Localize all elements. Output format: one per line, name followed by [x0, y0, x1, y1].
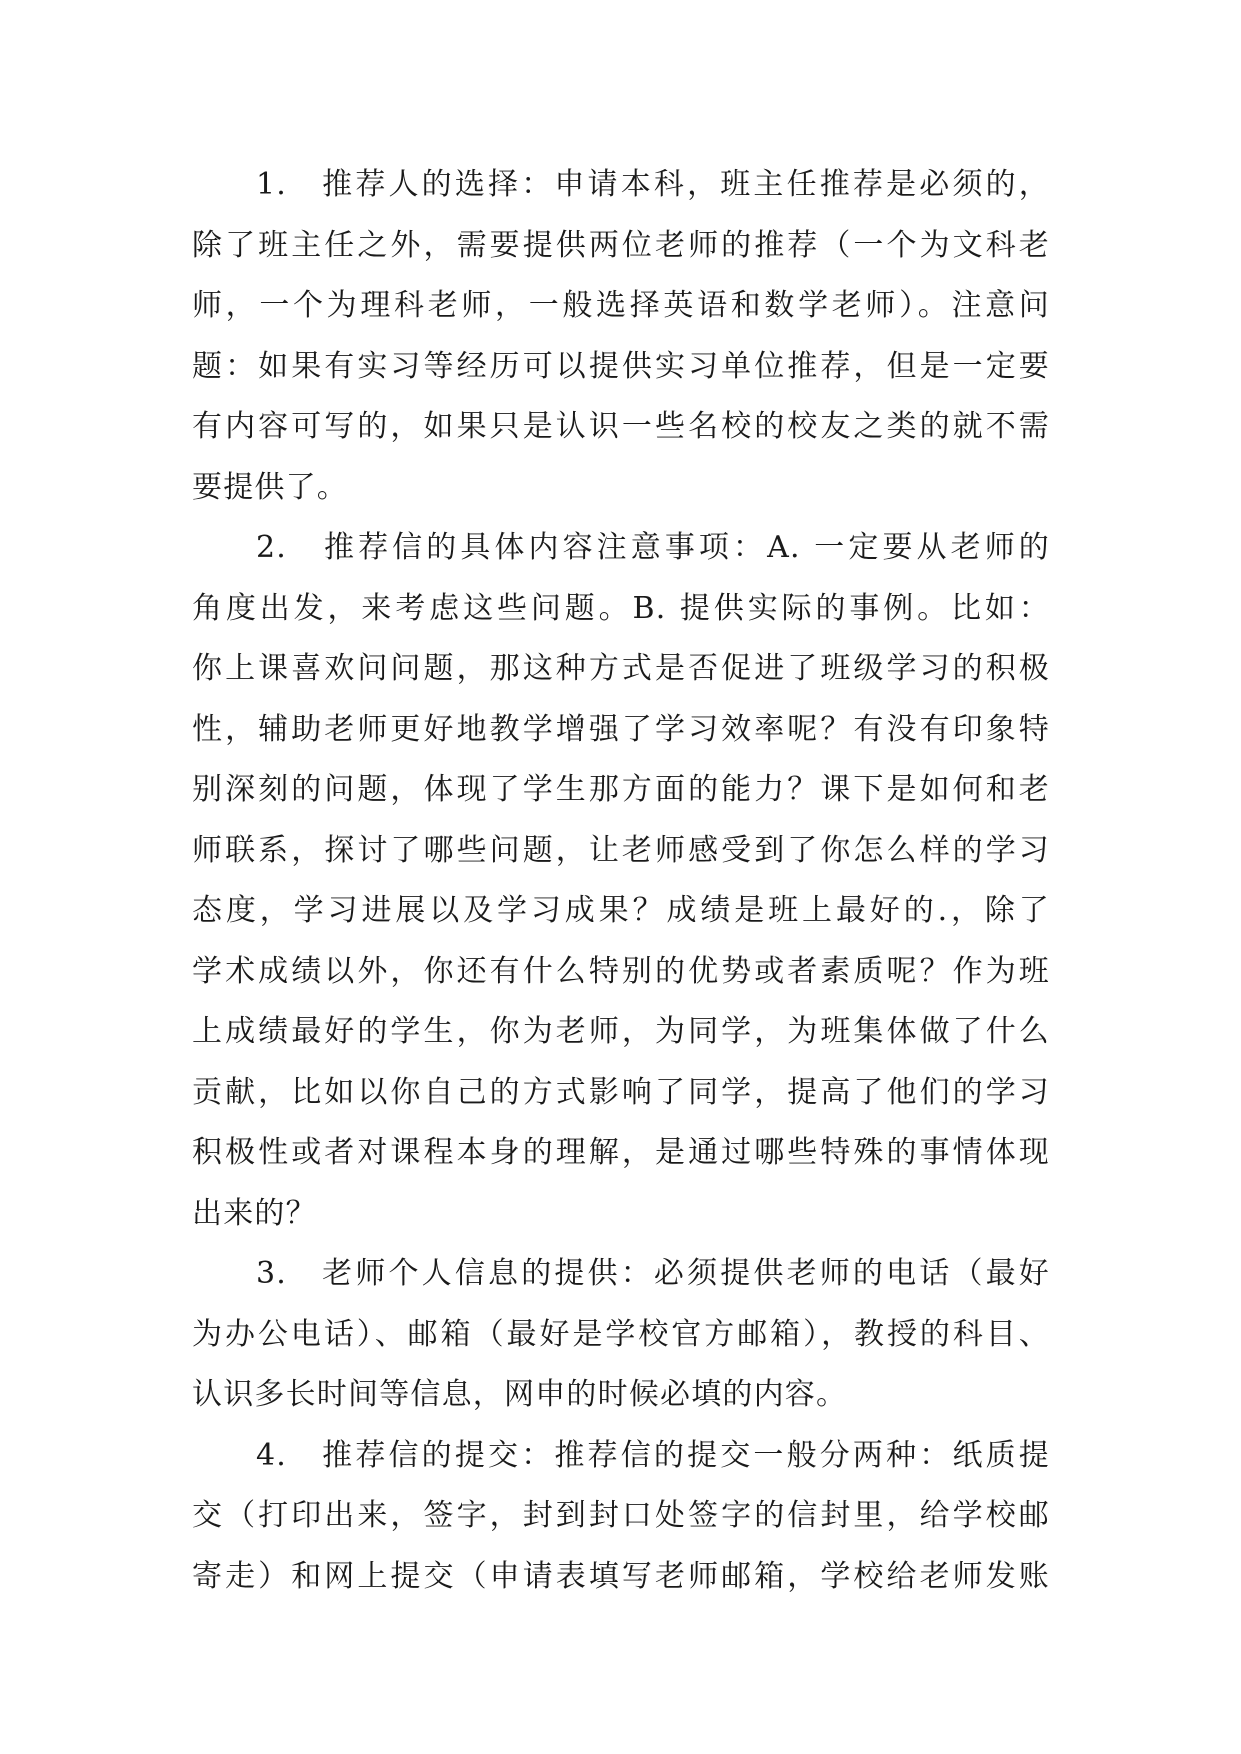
text-line: 要提供了。	[192, 469, 348, 505]
text-line: 有内容可写的，如果只是认识一些名校的校友之类的就不需	[192, 409, 1050, 444]
text-line: 角度出发，来考虑这些问题。B. 提供实际的事例。比如：	[192, 590, 1050, 626]
text-line: 2. 推荐信的具体内容注意事项：A. 一定要从老师的	[256, 530, 1050, 565]
text-line: 师，一个为理科老师，一般选择英语和数学老师）。注意问	[192, 288, 1050, 323]
document-body	[192, 155, 1050, 1607]
text-line: 4. 推荐信的提交：推荐信的提交一般分两种：纸质提	[256, 1437, 1050, 1473]
text-line: 你上课喜欢问问题，那这种方式是否促进了班级学习的积极	[192, 651, 1050, 686]
paragraph-recommender-selection	[192, 155, 1050, 518]
text-line: 为办公电话）、邮箱（最好是学校官方邮箱），教授的科目、	[192, 1316, 1050, 1352]
text-line: 积极性或者对课程本身的理解，是通过哪些特殊的事情体现	[192, 1135, 1050, 1170]
text-line: 3. 老师个人信息的提供：必须提供老师的电话（最好	[256, 1256, 1050, 1291]
text-line: 态度，学习进展以及学习成果？成绩是班上最好的.，除了	[192, 893, 1050, 928]
paragraph-teacher-info	[192, 1244, 1050, 1426]
text-line: 贡献，比如以你自己的方式影响了同学，提高了他们的学习	[192, 1074, 1050, 1110]
text-line: 别深刻的问题，体现了学生那方面的能力？课下是如何和老	[192, 772, 1050, 807]
paragraph-letter-content	[192, 518, 1050, 1244]
text-line: 学术成绩以外，你还有什么特别的优势或者素质呢？作为班	[192, 953, 1050, 989]
text-line: 上成绩最好的学生，你为老师，为同学，为班集体做了什么	[192, 1014, 1050, 1049]
text-line: 师联系，探讨了哪些问题，让老师感受到了你怎么样的学习	[192, 832, 1050, 868]
text-line: 题：如果有实习等经历可以提供实习单位推荐，但是一定要	[192, 348, 1050, 384]
text-line: 出来的？	[192, 1195, 317, 1231]
text-line: 交（打印出来，签字，封到封口处签字的信封里，给学校邮	[192, 1498, 1050, 1533]
text-line: 1. 推荐人的选择：申请本科，班主任推荐是必须的，	[256, 167, 1050, 202]
text-line: 性，辅助老师更好地教学增强了学习效率呢？有没有印象特	[192, 711, 1050, 747]
text-line: 除了班主任之外，需要提供两位老师的推荐（一个为文科老	[192, 227, 1050, 263]
paragraph-letter-submission	[192, 1426, 1050, 1608]
text-line: 认识多长时间等信息，网申的时候必填的内容。	[192, 1377, 848, 1412]
text-line: 寄走）和网上提交（申请表填写老师邮箱，学校给老师发账	[192, 1558, 1050, 1594]
